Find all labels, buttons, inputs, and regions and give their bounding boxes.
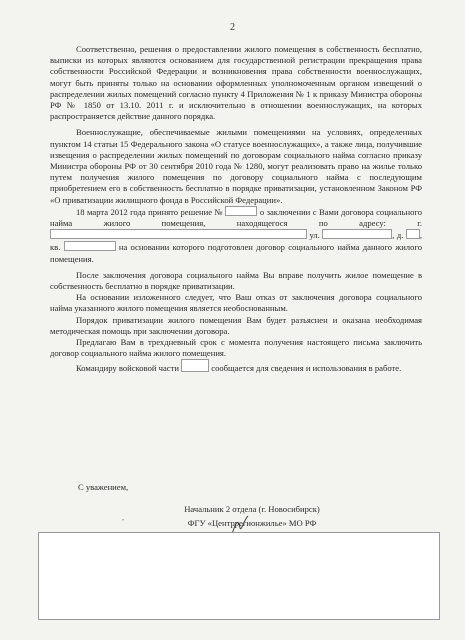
- decision-text-end: на основании которого подготовлен договор социального найма данного жилого помещения.: [50, 242, 423, 264]
- redacted-unit-number: [181, 359, 209, 372]
- redacted-street: [322, 229, 392, 239]
- paragraph-6: Порядок приватизации жилого помещения Вам будет разъяснен и оказана необходимая методическая помощь при заключении договора.: [50, 314, 422, 336]
- paragraph-4: После заключения договора социального найма Вы вправе получить жилое помещение в собственность бесплатно в порядке приватизации.: [50, 269, 422, 292]
- margin-mark: •: [122, 518, 125, 524]
- redacted-decision-number: [225, 206, 257, 216]
- decision-text-start: 18 марта 2012 года принято решение №: [76, 206, 223, 217]
- commander-text-end: сообщается для сведения и использования в работе.: [211, 363, 402, 374]
- paragraph-5: На основании изложенного следует, что Ваш отказ от заключения договора социального найма указанного жилого помещения является необоснованным.: [50, 292, 422, 314]
- closing-greeting: С уважением,: [78, 482, 129, 492]
- paragraph-1: Соответственно, решения о предоставлении жилого помещения в собственность бесплатно, выписки из которых являются основанием для государственной регистрации прекращения права собственности Российской Федерации и возникновения права собственности военнослужащих, могут быть приняты только на основании оформленных уполномоченным органом извещений о распределении жилых помещений согласно пункту 4 Приложения № 1 к приказу Министра обороны РФ № 1850 от 13.10. 2011 г. и исключительно в отношении военнослужащих, на которых распространяется действие данного порядка.: [50, 44, 422, 122]
- redacted-house: [406, 229, 420, 239]
- paragraph-2: Военнослужащие, обеспечиваемые жилыми помещениями на условиях, определенных пунктом 14 статьи 15 Федерального закона «О статусе военнослужащих», а также лица, получившие извещения о распределении жилых помещений по договорам социального найма согласно приказу Министра обороны РФ от 30 сентября 2010 года № 1280, могут реализовать право на жилье только путем получения жилого помещения по договору социального найма с последующим приобретением его в собственность бесплатно в порядке приватизации, установленном Законом РФ «О приватизации жилищного фонда в Российской Федерации».: [50, 127, 422, 205]
- redacted-apartment: [64, 241, 116, 251]
- redacted-footer-block: [38, 532, 440, 620]
- signatory-organization: ФГУ «Центррегионжилье» МО РФ: [187, 518, 317, 528]
- paragraph-8: [50, 359, 422, 374]
- street-label: ул.: [309, 230, 320, 241]
- letter-body: [50, 44, 422, 375]
- signatory-title: Начальник 2 отдела (г. Новосибирск): [184, 504, 320, 514]
- page-number: 2: [230, 22, 235, 33]
- paragraph-3: 18 марта 2012 года принято решение № о заключении с Вами договора социального найма жилого помещения, находящегося по адресу: г. ул. , д. , кв. на основании которого подготовлен договор социального найма данного жилого помещения.: [50, 206, 423, 264]
- redacted-city: [50, 229, 307, 239]
- apartment-label: кв.: [50, 242, 61, 253]
- paragraph-7: Предлагаю Вам в трехдневный срок с момента получения настоящего письма заключить договор социального найма жилого помещения.: [50, 337, 422, 359]
- house-label: д.: [396, 230, 404, 241]
- decision-text-address: о заключении с Вами договора социального найма жилого помещения, находящегося по адресу: г.: [50, 206, 422, 229]
- commander-text: Командиру войсковой части: [76, 363, 179, 374]
